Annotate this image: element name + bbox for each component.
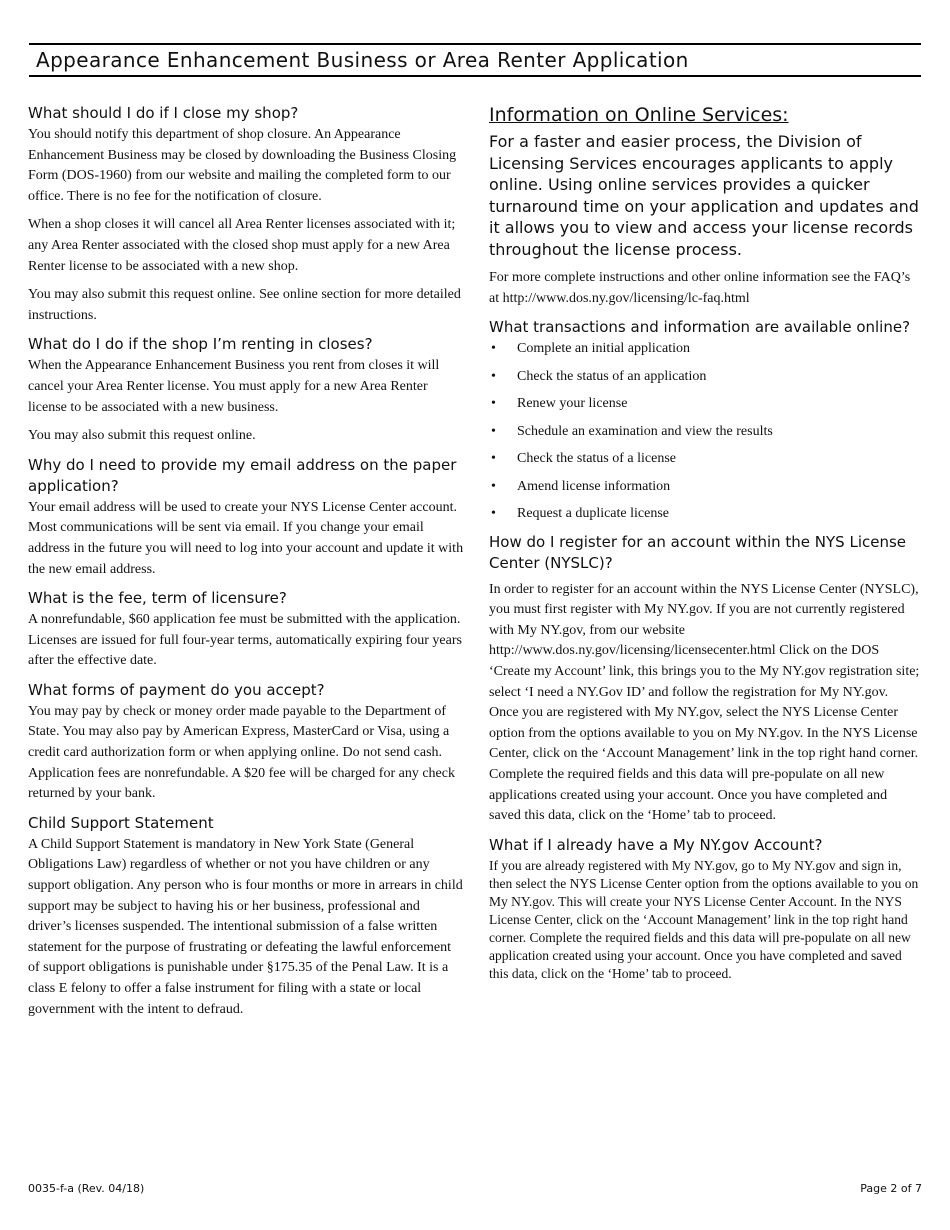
register-paragraph: In order to register for an account within the NYS License Center (NYSLC), you must first register with My NY.gov. If you are not currently registered with My NY.gov, from our website http://www.dos.ny.gov/licensing/licensecenter.html Click on the DOS ‘Create my Account’ link, this brings you to the My NY.gov registration site; select ‘I need a NY.Gov ID’ and follow the registration for My NY.gov. Once you are registered with My NY.gov, select the NYS License Center option from the options available to you on My NY.gov. In the NYS License Center, click on the ‘Account Management’ link in the top right hand corner. Complete the required fields and this data will pre-populate on all new applications created using your account. Once you have completed and saved this data, click on the ‘Home’ tab to proceed. — [489, 581, 920, 824]
email-paragraph: Your email address will be used to create your NYS License Center account. Most communications will be sent via email. If you change your email address in the future you will need to log into your account and update it with the new email address. — [28, 499, 464, 577]
close-shop-paragraph-1: You should notify this department of shop closure. An Appearance Enhancement Business may be closed by downloading the Business Closing Form (DOS-1960) from our website and mailing the completed form to our office. There is no fee for the notification of closure. — [28, 127, 457, 204]
register-heading: How do I register for an account within the NYS License Center (NYSLC)? — [489, 532, 907, 572]
email-heading: Why do I need to provide my email address on the paper application? — [28, 455, 457, 495]
online-services-faq: For more complete instructions and other online information see the FAQ’s at http://www.dos.ny.gov/licensing/lc-faq.html — [489, 270, 911, 306]
fee-heading: What is the fee, term of licensure? — [28, 589, 287, 608]
bullet-icon: • — [491, 341, 496, 357]
bullet-icon: • — [491, 396, 496, 412]
list-item: • Request a duplicate license — [489, 504, 921, 524]
close-shop-paragraph-3: You may also submit this request online. See online section for more detailed instructions. — [28, 287, 461, 323]
renting-closes-heading: What do I do if the shop I’m renting in closes? — [28, 335, 373, 354]
transactions-list — [489, 339, 921, 524]
form-number: 0035-f-a (Rev. 04/18) — [28, 1182, 145, 1195]
close-shop-heading: What should I do if I close my shop? — [28, 104, 299, 122]
list-item: • Check the status of a license — [489, 449, 921, 469]
bullet-icon: • — [491, 506, 496, 522]
renting-closes-paragraph-1: When the Appearance Enhancement Business you rent from closes it will cancel your Area Renter license. You must apply for a new Area Renter license to be associated with a new business. — [28, 358, 440, 415]
list-item: • Schedule an examination and view the results — [489, 422, 921, 442]
bullet-icon: • — [491, 451, 496, 467]
list-item: • Renew your license — [489, 394, 921, 414]
list-item: • Check the status of an application — [489, 367, 921, 387]
left-column — [28, 103, 464, 1028]
child-support-paragraph: A Child Support Statement is mandatory in New York State (General Obligations Law) regardless of whether or not you have children or any support obligation. Any person who is four months or more in arrears in child support may be subject to having his or her business, professional and driver’s licenses suspended. The intentional submission of a false written statement for the purpose of frustrating or defeating the lawful enforcement of support obligations is punishable under §175.35 of the Penal Law. It is a class E felony to offer a false instrument for filing with a state or local government with the intent to defraud. — [28, 836, 463, 1017]
right-column — [489, 103, 921, 991]
bullet-icon: • — [491, 423, 496, 439]
close-shop-paragraph-2: When a shop closes it will cancel all Area Renter licenses associated with it; any Area Renter associated with the closed shop must apply for a new Area Renter license to be associated with a new shop. — [28, 217, 456, 274]
bullet-icon: • — [491, 368, 496, 384]
fee-paragraph: A nonrefundable, $60 application fee must be submitted with the application. Licenses are issued for full four-year terms, automatically expiring four years after the effective date. — [28, 612, 462, 669]
page-number: Page 2 of 7 — [860, 1182, 922, 1195]
online-services-heading: Information on Online Services: — [489, 104, 789, 126]
bullet-icon: • — [491, 478, 496, 494]
child-support-heading: Child Support Statement — [28, 813, 214, 832]
payment-paragraph: You may pay by check or money order made payable to the Department of State. You may also pay by American Express, MasterCard or Visa, using a credit card authorization form or when applying online. Do not send cash. Application fees are nonrefundable. A $20 fee will be charged for any check returned by your bank. — [28, 703, 455, 802]
payment-heading: What forms of payment do you accept? — [28, 680, 325, 699]
online-services-lead: For a faster and easier process, the Division of Licensing Services encourages applicants to apply online. Using online services provides a quicker turnaround time on your application and updates and it allows you to view and access your license records throughout the license process. — [489, 132, 919, 259]
list-item: • Amend license information — [489, 477, 921, 497]
existing-account-heading: What if I already have a My NY.gov Account? — [489, 835, 823, 854]
renting-closes-paragraph-2: You may also submit this request online. — [28, 428, 256, 444]
title-bar — [29, 43, 921, 77]
transactions-heading: What transactions and information are available online? — [489, 318, 911, 337]
existing-account-paragraph: If you are already registered with My NY.gov, go to My NY.gov and sign in, then select the NYS License Center option from the options available to you on My NY.gov. This will create your NYS License Center Account. In the NYS License Center, click on the ‘Account Management’ link in the top right hand corner. Complete the required fields and this data will pre-populate on all new application created using your account. Once you have completed and saved this data, click on the ‘Home’ tab to proceed. — [489, 857, 919, 981]
page-title: Appearance Enhancement Business or Area Renter Application — [36, 48, 689, 72]
list-item: • Complete an initial application — [489, 339, 921, 359]
